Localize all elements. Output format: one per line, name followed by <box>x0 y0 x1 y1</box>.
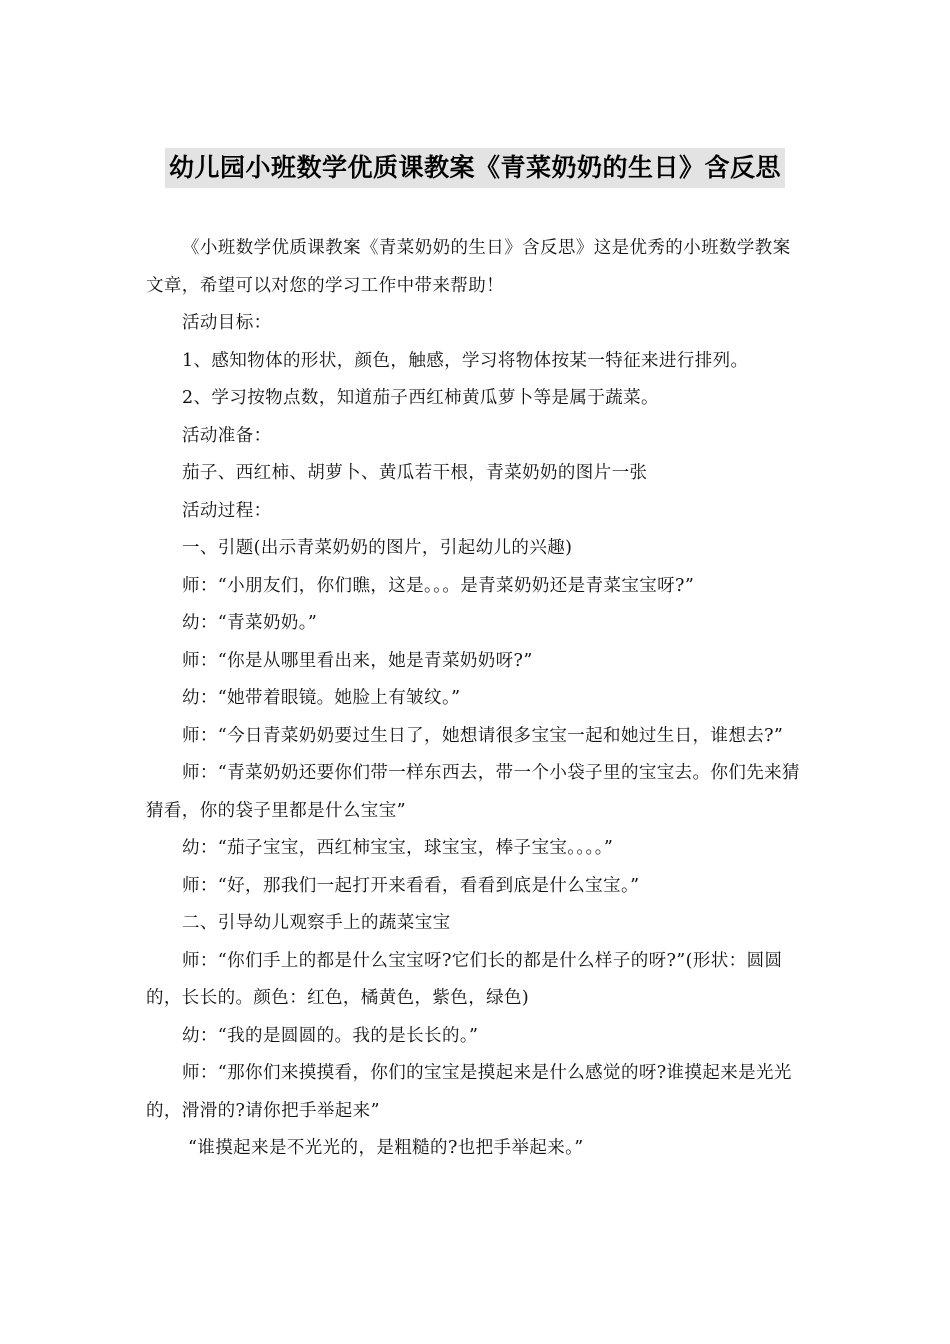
paragraph-dialogue: 师：“那你们来摸摸看，你们的宝宝是摸起来是什么感觉的呀?谁摸起来是光光的，滑滑的?请你把手举起来” <box>146 1063 792 1121</box>
paragraph-section-2: 二、引导幼儿观察手上的蔬菜宝宝 <box>182 913 451 933</box>
paragraph-dialogue: 师：“你们手上的都是什么宝宝呀?它们长的都是什么样子的呀?”(形状：圆圆的，长长的。颜色：红色，橘黄色，紫色，绿色) <box>146 950 783 1008</box>
paragraph-intro: 《小班数学优质课教案《青菜奶奶的生日》含反思》这是优秀的小班数学教案文章，希望可以对您的学习工作中带来帮助！ <box>146 238 791 296</box>
paragraph-dialogue: 幼：“茄子宝宝，西红柿宝宝，球宝宝，棒子宝宝。。。。” <box>182 838 614 858</box>
title-container <box>0 148 950 188</box>
paragraph-goals-heading: 活动目标： <box>182 313 272 333</box>
paragraph-dialogue: 师：“你是从哪里看出来，她是青菜奶奶呀?” <box>182 650 533 671</box>
paragraph-dialogue: “谁摸起来是不光光的，是粗糙的?也把手举起来。” <box>188 1138 584 1158</box>
paragraph-dialogue: 师：“小朋友们，你们瞧，这是。。。是青菜奶奶还是青菜宝宝呀?” <box>182 575 695 596</box>
paragraph-dialogue: 幼：“青菜奶奶。” <box>182 613 318 633</box>
paragraph-goal-1: 1、感知物体的形状，颜色，触感，学习将物体按某一特征来进行排列。 <box>182 350 749 371</box>
document-title: 幼儿园小班数学优质课教案《青菜奶奶的生日》含反思 <box>165 148 785 188</box>
paragraph-dialogue: 师：“今日青菜奶奶要过生日了，她想请很多宝宝一起和她过生日，谁想去?” <box>182 725 784 746</box>
paragraph-process-heading: 活动过程： <box>182 500 272 521</box>
paragraph-section-1: 一、引题(出示青菜奶奶的图片，引起幼儿的兴趣) <box>182 538 573 558</box>
paragraph-prep-items: 茄子、西红柿、胡萝卜、黄瓜若干根，青菜奶奶的图片一张 <box>182 463 648 483</box>
paragraph-goal-2: 2、学习按物点数，知道茄子西红柿黄瓜萝卜等是属于蔬菜。 <box>182 388 659 408</box>
paragraph-dialogue: 幼：“我的是圆圆的。我的是长长的。” <box>182 1025 479 1046</box>
document-body <box>146 230 808 1168</box>
paragraph-dialogue: 幼：“她带着眼镜。她脸上有皱纹。” <box>182 688 461 708</box>
paragraph-dialogue: 师：“青菜奶奶还要你们带一样东西去，带一个小袋子里的宝宝去。你们先来猜猜看，你的袋子里都是什么宝宝” <box>146 763 800 821</box>
paragraph-prep-heading: 活动准备： <box>182 425 272 446</box>
paragraph-dialogue: 师：“好，那我们一起打开来看看，看看到底是什么宝宝。” <box>182 875 640 896</box>
